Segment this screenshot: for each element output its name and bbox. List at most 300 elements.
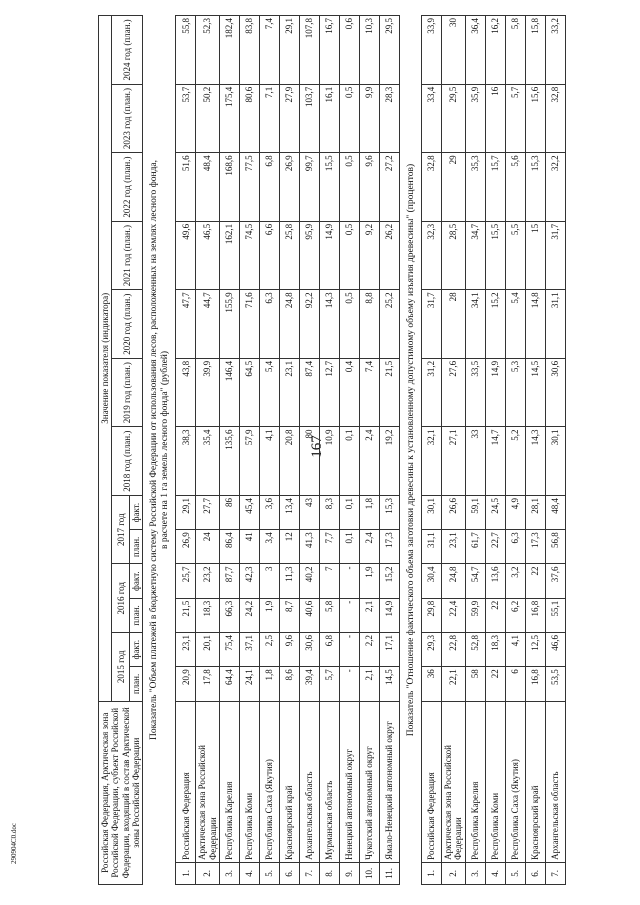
value-cell: 14,5	[525, 358, 545, 427]
value-cell: 37,6	[545, 564, 565, 598]
value-cell: 3,4	[259, 530, 279, 564]
value-cell: 5,7	[319, 667, 339, 701]
value-cell: 26,9	[176, 530, 196, 564]
value-cell: 99,7	[299, 153, 319, 222]
value-cell: 74,5	[239, 221, 259, 290]
value-cell: 92,2	[299, 290, 319, 359]
value-cell: 7,7	[319, 530, 339, 564]
value-cell: 24,5	[485, 495, 505, 529]
value-cell: 7,4	[359, 358, 379, 427]
table-body	[143, 16, 565, 885]
value-cell: 3,2	[505, 564, 525, 598]
value-cell: 15,3	[525, 153, 545, 222]
value-cell: 28	[441, 290, 465, 359]
value-cell: 53,5	[545, 667, 565, 701]
value-cell: 66,3	[219, 598, 239, 632]
value-cell: 41,3	[299, 530, 319, 564]
value-cell: 32,1	[421, 427, 441, 496]
value-cell: 31,7	[545, 221, 565, 290]
value-cell: 7	[319, 564, 339, 598]
page-number: 167	[308, 435, 325, 458]
value-cell: -	[339, 598, 359, 632]
value-cell: 22	[525, 564, 545, 598]
value-cell: 26,9	[279, 153, 299, 222]
value-cell: 87,7	[219, 564, 239, 598]
value-cell: 107,8	[299, 16, 319, 85]
row-number: 10.	[359, 862, 379, 884]
value-cell: 5,2	[505, 427, 525, 496]
value-cell: 19,2	[379, 427, 399, 496]
value-cell: 17,1	[379, 633, 399, 667]
value-cell: 36	[421, 667, 441, 701]
value-cell: -	[339, 633, 359, 667]
value-cell: 16,7	[319, 16, 339, 85]
row-number: 3.	[465, 862, 485, 884]
region-name: Республика Карелия	[465, 701, 485, 862]
value-cell: 39,9	[196, 358, 220, 427]
value-cell: 21,5	[379, 358, 399, 427]
value-cell: 0,5	[339, 290, 359, 359]
value-cell: 14,9	[485, 358, 505, 427]
value-cell: 15,2	[379, 564, 399, 598]
value-cell: 8,7	[279, 598, 299, 632]
value-cell: 18,3	[196, 598, 220, 632]
value-cell: 0,5	[339, 84, 359, 153]
year-2023-header: 2023 год (план.)	[112, 84, 143, 153]
value-cell: 27,7	[196, 495, 220, 529]
row-number: 5.	[259, 862, 279, 884]
row-number: 11.	[379, 862, 399, 884]
value-cell: 31,1	[545, 290, 565, 359]
value-cell: 18,3	[485, 633, 505, 667]
value-cell: 175,4	[219, 84, 239, 153]
value-cell: 168,6	[219, 153, 239, 222]
region-name: Мурманская область	[319, 701, 339, 862]
value-cell: 15,8	[525, 16, 545, 85]
value-cell: 80	[299, 427, 319, 496]
value-cell: 57,9	[239, 427, 259, 496]
value-cell: 30	[441, 16, 465, 85]
region-name: Республика Саха (Якутия)	[505, 701, 525, 862]
value-cell: 59,9	[465, 598, 485, 632]
value-cell: 30,1	[545, 427, 565, 496]
value-cell: 32,2	[545, 153, 565, 222]
value-cell: 1,8	[259, 667, 279, 701]
value-cell: 28,1	[525, 495, 545, 529]
indicator-group-header: Значение показателя (индикатора)	[99, 16, 112, 702]
row-number: 4.	[485, 862, 505, 884]
value-cell: 17,3	[379, 530, 399, 564]
value-cell: 6,6	[259, 221, 279, 290]
value-cell: 2,4	[359, 427, 379, 496]
value-cell: 6,3	[505, 530, 525, 564]
value-cell: 0,1	[339, 530, 359, 564]
region-column-header: Российская Федерация, Арктическая зона Российской Федерации, субъект Российской Федерации, входящий в состав Арктической зоны Российской Федерации	[99, 701, 143, 884]
value-cell: 27,6	[441, 358, 465, 427]
value-cell: 5,7	[505, 84, 525, 153]
value-cell: 14,3	[319, 290, 339, 359]
value-cell: 30,4	[421, 564, 441, 598]
value-cell: 25,7	[176, 564, 196, 598]
value-cell: 8,8	[359, 290, 379, 359]
value-cell: 41	[239, 530, 259, 564]
value-cell: 0,5	[339, 153, 359, 222]
value-cell: 47,7	[176, 290, 196, 359]
value-cell: 50,2	[196, 84, 220, 153]
value-cell: 24,8	[441, 564, 465, 598]
value-cell: 0,5	[339, 221, 359, 290]
region-name: Красноярский край	[525, 701, 545, 862]
region-name: Республика Саха (Якутия)	[259, 701, 279, 862]
value-cell: 5,4	[505, 290, 525, 359]
value-cell: -	[339, 564, 359, 598]
value-cell: 6,8	[319, 633, 339, 667]
value-cell: 15,7	[485, 153, 505, 222]
value-cell: 182,4	[219, 16, 239, 85]
value-cell: 26,6	[441, 495, 465, 529]
value-cell: 55,1	[545, 598, 565, 632]
value-cell: 0,1	[339, 427, 359, 496]
value-cell: 27,1	[441, 427, 465, 496]
row-number: 5.	[505, 862, 525, 884]
value-cell: 33,9	[421, 16, 441, 85]
value-cell: 2,2	[359, 633, 379, 667]
value-cell: 6,8	[259, 153, 279, 222]
value-cell: 22,4	[441, 598, 465, 632]
value-cell: 10,9	[319, 427, 339, 496]
value-cell: 16,8	[525, 598, 545, 632]
value-cell: 4,1	[505, 633, 525, 667]
value-cell: 40,2	[299, 564, 319, 598]
row-number: 4.	[239, 862, 259, 884]
value-cell: 5,8	[505, 16, 525, 85]
value-cell: 58	[465, 667, 485, 701]
value-cell: 15,5	[319, 153, 339, 222]
value-cell: 5,3	[505, 358, 525, 427]
value-cell: 21,5	[176, 598, 196, 632]
table-row	[379, 16, 399, 885]
value-cell: 29,3	[421, 633, 441, 667]
row-number: 1.	[176, 862, 196, 884]
value-cell: 30,6	[299, 633, 319, 667]
value-cell: 7,4	[259, 16, 279, 85]
value-cell: 59,1	[465, 495, 485, 529]
value-cell: 23,2	[196, 564, 220, 598]
year-2020-header: 2020 год (план.)	[112, 290, 143, 359]
value-cell: 20,1	[196, 633, 220, 667]
value-cell: 22,1	[441, 667, 465, 701]
value-cell: 22,8	[441, 633, 465, 667]
table-row	[465, 16, 485, 885]
value-cell: 77,5	[239, 153, 259, 222]
value-cell: 40,6	[299, 598, 319, 632]
value-cell: 7,1	[259, 84, 279, 153]
row-number: 2.	[196, 862, 220, 884]
value-cell: 27,9	[279, 84, 299, 153]
value-cell: 35,4	[196, 427, 220, 496]
value-cell: 2,1	[359, 667, 379, 701]
table-row	[319, 16, 339, 885]
value-cell: 24	[196, 530, 220, 564]
value-cell: 37,1	[239, 633, 259, 667]
year-2021-header: 2021 год (план.)	[112, 221, 143, 290]
table-row	[359, 16, 379, 885]
value-cell: 71,6	[239, 290, 259, 359]
value-cell: 9,6	[359, 153, 379, 222]
value-cell: 15,6	[525, 84, 545, 153]
value-cell: 61,7	[465, 530, 485, 564]
value-cell: 162,1	[219, 221, 239, 290]
value-cell: 38,3	[176, 427, 196, 496]
value-cell: 4,1	[259, 427, 279, 496]
value-cell: 33,4	[421, 84, 441, 153]
plan-subheader: план.	[130, 530, 143, 564]
value-cell: 46,5	[196, 221, 220, 290]
fact-subheader: факт.	[130, 633, 143, 667]
value-cell: 6,3	[259, 290, 279, 359]
table-row	[421, 16, 441, 885]
value-cell: 22,7	[485, 530, 505, 564]
value-cell: 29	[441, 153, 465, 222]
fact-subheader: факт.	[130, 495, 143, 529]
value-cell: 48,4	[545, 495, 565, 529]
region-name: Республика Коми	[485, 701, 505, 862]
region-name: Архангельская область	[299, 701, 319, 862]
value-cell: 4,9	[505, 495, 525, 529]
value-cell: 55,8	[176, 16, 196, 85]
value-cell: 27,2	[379, 153, 399, 222]
section-1-title	[143, 16, 176, 885]
value-cell: 33	[465, 427, 485, 496]
value-cell: 42,3	[239, 564, 259, 598]
region-name: Республика Карелия	[219, 701, 239, 862]
year-2024-header: 2024 год (план.)	[112, 16, 143, 85]
year-2015-header: 2015 год	[112, 633, 130, 702]
value-cell: 12,5	[525, 633, 545, 667]
value-cell: 43,8	[176, 358, 196, 427]
value-cell: 9,6	[279, 633, 299, 667]
row-number: 3.	[219, 862, 239, 884]
value-cell: 16,2	[485, 16, 505, 85]
value-cell: 15,5	[485, 221, 505, 290]
value-cell: 14,5	[379, 667, 399, 701]
value-cell: 5,6	[505, 153, 525, 222]
table-row	[299, 16, 319, 885]
value-cell: 83,8	[239, 16, 259, 85]
value-cell: 15	[525, 221, 545, 290]
value-cell: 20,9	[176, 667, 196, 701]
row-number: 6.	[279, 862, 299, 884]
value-cell: 2,1	[359, 598, 379, 632]
value-cell: 31,1	[421, 530, 441, 564]
value-cell: 12,7	[319, 358, 339, 427]
value-cell: 44,7	[196, 290, 220, 359]
row-number: 7.	[299, 862, 319, 884]
value-cell: 29,1	[279, 16, 299, 85]
row-number: 6.	[525, 862, 545, 884]
value-cell: 29,5	[379, 16, 399, 85]
table-row	[525, 16, 545, 885]
value-cell: 9,9	[359, 84, 379, 153]
row-number: 8.	[319, 862, 339, 884]
table-row	[545, 16, 565, 885]
value-cell: 45,4	[239, 495, 259, 529]
value-cell: 1,9	[259, 598, 279, 632]
value-cell: 31,2	[421, 358, 441, 427]
region-name: Республика Коми	[239, 701, 259, 862]
value-cell: 35,3	[465, 153, 485, 222]
value-cell: 52,3	[196, 16, 220, 85]
row-number: 9.	[339, 862, 359, 884]
value-cell: 31,7	[421, 290, 441, 359]
plan-subheader: план.	[130, 598, 143, 632]
table-row	[279, 16, 299, 885]
value-cell: 86,4	[219, 530, 239, 564]
value-cell: 80,6	[239, 84, 259, 153]
value-cell: 28,5	[441, 221, 465, 290]
value-cell: 16	[485, 84, 505, 153]
value-cell: 14,7	[485, 427, 505, 496]
value-cell: 14,3	[525, 427, 545, 496]
rotated-table-wrapper	[98, 15, 560, 885]
value-cell: 14,9	[379, 598, 399, 632]
value-cell: 16,1	[319, 84, 339, 153]
value-cell: 87,4	[299, 358, 319, 427]
value-cell: 64,5	[239, 358, 259, 427]
value-cell: 16,8	[525, 667, 545, 701]
value-cell: 30,1	[421, 495, 441, 529]
value-cell: 48,4	[196, 153, 220, 222]
value-cell: 56,8	[545, 530, 565, 564]
row-number: 7.	[545, 862, 565, 884]
row-number: 1.	[421, 862, 441, 884]
value-cell: 5,5	[505, 221, 525, 290]
value-cell: 22	[485, 598, 505, 632]
value-cell: 25,2	[379, 290, 399, 359]
year-2022-header: 2022 год (план.)	[112, 153, 143, 222]
value-cell: 29,1	[176, 495, 196, 529]
value-cell: 24,8	[279, 290, 299, 359]
footer-doc-code: 290904C0.doc	[10, 822, 18, 864]
value-cell: 13,4	[279, 495, 299, 529]
value-cell: 34,7	[465, 221, 485, 290]
value-cell: 28,3	[379, 84, 399, 153]
fact-subheader: факт.	[130, 564, 143, 598]
value-cell: 34,1	[465, 290, 485, 359]
value-cell: 51,6	[176, 153, 196, 222]
year-2019-header: 2019 год (план.)	[112, 358, 143, 427]
value-cell: 5,4	[259, 358, 279, 427]
table-row	[505, 16, 525, 885]
value-cell: 24,1	[239, 667, 259, 701]
value-cell: 33,2	[545, 16, 565, 85]
table-row	[239, 16, 259, 885]
value-cell: 23,1	[441, 530, 465, 564]
plan-subheader: план.	[130, 667, 143, 701]
section-1-title-line-b: в расчете на 1 га земель лесного фонда" (рублей)	[160, 350, 171, 550]
value-cell: 3,6	[259, 495, 279, 529]
table-row	[259, 16, 279, 885]
value-cell: 29,8	[421, 598, 441, 632]
value-cell: 23,1	[176, 633, 196, 667]
value-cell: 17,3	[525, 530, 545, 564]
value-cell: 13,6	[485, 564, 505, 598]
value-cell: 32,8	[545, 84, 565, 153]
value-cell: 30,6	[545, 358, 565, 427]
value-cell: 26,2	[379, 221, 399, 290]
value-cell: 5,8	[319, 598, 339, 632]
year-2016-header: 2016 год	[112, 564, 130, 633]
value-cell: 14,8	[525, 290, 545, 359]
value-cell: 15,2	[485, 290, 505, 359]
value-cell: 3	[259, 564, 279, 598]
value-cell: 12	[279, 530, 299, 564]
value-cell: 52,8	[465, 633, 485, 667]
value-cell: 24,2	[239, 598, 259, 632]
value-cell: 0,4	[339, 358, 359, 427]
value-cell: 103,7	[299, 84, 319, 153]
value-cell: 135,6	[219, 427, 239, 496]
value-cell: 33,5	[465, 358, 485, 427]
value-cell: 10,3	[359, 16, 379, 85]
value-cell: 29,5	[441, 84, 465, 153]
value-cell: 0,6	[339, 16, 359, 85]
value-cell: 86	[219, 495, 239, 529]
table-row	[485, 16, 505, 885]
value-cell: 53,7	[176, 84, 196, 153]
value-cell: 17,8	[196, 667, 220, 701]
value-cell: 49,6	[176, 221, 196, 290]
region-name: Архангельская область	[545, 701, 565, 862]
value-cell: 25,8	[279, 221, 299, 290]
value-cell: 75,4	[219, 633, 239, 667]
region-name: Ненецкий автономный округ	[339, 701, 359, 862]
value-cell: 0,1	[339, 495, 359, 529]
value-cell: 23,1	[279, 358, 299, 427]
year-2018-header: 2018 год (план.)	[112, 427, 143, 496]
value-cell: 36,4	[465, 16, 485, 85]
value-cell: 43	[299, 495, 319, 529]
value-cell: 1,8	[359, 495, 379, 529]
value-cell: 2,4	[359, 530, 379, 564]
value-cell: 11,3	[279, 564, 299, 598]
region-name: Российская Федерация	[176, 701, 196, 862]
value-cell: 32,8	[421, 153, 441, 222]
value-cell: -	[339, 667, 359, 701]
section-2-title: Показатель "Отношение фактического объема заготовки древесины к установленному допустимому объему изъятия древесины" (процентов)	[405, 163, 416, 737]
section-1-title-line-a: Показатель "Объем платежей в бюджетную систему Российской Федерации от использования лесов, расположенных на землях лесного фонда,	[149, 159, 160, 741]
value-cell: 95,9	[299, 221, 319, 290]
value-cell: 22	[485, 667, 505, 701]
value-cell: 8,6	[279, 667, 299, 701]
value-cell: 6	[505, 667, 525, 701]
value-cell: 20,8	[279, 427, 299, 496]
value-cell: 14,9	[319, 221, 339, 290]
value-cell: 46,6	[545, 633, 565, 667]
table-row	[196, 16, 220, 885]
row-number: 2.	[441, 862, 465, 884]
value-cell: 6,2	[505, 598, 525, 632]
table-row	[219, 16, 239, 885]
value-cell: 1,9	[359, 564, 379, 598]
value-cell: 54,7	[465, 564, 485, 598]
table-row	[441, 16, 465, 885]
value-cell: 39,4	[299, 667, 319, 701]
year-2017-header: 2017 год	[112, 495, 130, 564]
region-name: Арктическая зона Российской Федерации	[441, 701, 465, 862]
value-cell: 8,3	[319, 495, 339, 529]
value-cell: 9,2	[359, 221, 379, 290]
